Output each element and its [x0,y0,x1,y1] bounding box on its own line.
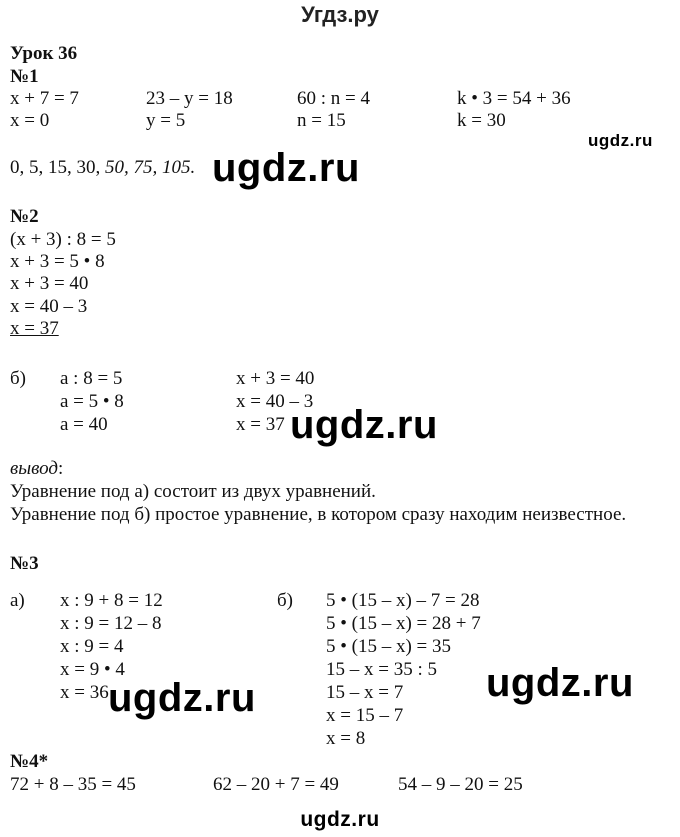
sequence-known: 0, 5, 15, 30, [10,157,105,178]
task3-a-step-1: x : 9 + 8 = 12 [60,590,163,611]
task2-step-5: x = 37 [10,318,59,339]
task1-sol-1: x = 0 [10,110,50,131]
conclusion-heading [10,458,63,480]
task2-b-col2-2: x = 40 – 3 [236,391,314,412]
task3-b-step-7: x = 8 [326,728,366,749]
task2-step-1: (x + 3) : 8 = 5 [10,229,116,250]
task2-step-3: x + 3 = 40 [10,273,89,294]
task3-b-step-2: 5 • (15 – x) = 28 + 7 [326,613,481,634]
watermark-3: ugdz.ru [108,676,256,720]
task2-step-2: x + 3 = 5 • 8 [10,251,105,272]
task1-sequence [10,157,195,179]
task3-part-a-label: а) [10,590,25,611]
watermark-1: ugdz.ru [212,146,360,190]
task1-sol-4: k = 30 [457,110,506,131]
task3-a-step-4: x = 9 • 4 [60,659,125,680]
task3-b-step-6: x = 15 – 7 [326,705,404,726]
watermark-2: ugdz.ru [290,403,438,447]
task1-sol-3: n = 15 [297,110,346,131]
task2-b-col2-3: x = 37 [236,414,285,435]
task1-number: №1 [10,66,39,87]
task2-part-b-label: б) [10,368,26,389]
task2-b-col2-1: x + 3 = 40 [236,368,315,389]
task3-b-step-4: 15 – x = 35 : 5 [326,659,437,680]
task1-eq-4: k • 3 = 54 + 36 [457,88,571,109]
task3-number: №3 [10,553,39,574]
task2-b-col1-1: a : 8 = 5 [60,368,123,389]
task4-expr-1: 72 + 8 – 35 = 45 [10,774,136,795]
watermark-4: ugdz.ru [486,661,634,705]
task1-eq-1: x + 7 = 7 [10,88,79,109]
task1-sol-2: y = 5 [146,110,186,131]
task1-eq-2: 23 – y = 18 [146,88,233,109]
conclusion-colon: : [57,458,64,479]
task1-eq-3: 60 : n = 4 [297,88,370,109]
task3-a-step-5: x = 36 [60,682,109,703]
task4-expr-2: 62 – 20 + 7 = 49 [213,774,339,795]
task3-b-step-5: 15 – x = 7 [326,682,404,703]
task3-a-step-3: x : 9 = 4 [60,636,124,657]
task3-b-step-3: 5 • (15 – x) = 35 [326,636,452,657]
conclusion-line-2: Уравнение под б) простое уравнение, в котором сразу находим неизвестное. [10,504,627,525]
task3-a-step-2: x : 9 = 12 – 8 [60,613,162,634]
watermark-footer: ugdz.ru [300,808,380,831]
site-header: Угдз.ру [301,2,379,27]
task4-expr-3: 54 – 9 – 20 = 25 [398,774,523,795]
task2-number: №2 [10,206,39,227]
task4-number: №4* [10,751,49,772]
conclusion-line-1: Уравнение под а) состоит из двух уравнений. [10,481,376,502]
task3-b-step-1: 5 • (15 – x) – 7 = 28 [326,590,480,611]
task2-step-4: x = 40 – 3 [10,296,88,317]
sequence-continued: 50, 75, 105. [105,157,196,178]
task2-b-col1-2: a = 5 • 8 [60,391,124,412]
task3-part-b-label: б) [277,590,293,611]
task2-b-col1-3: a = 40 [60,414,108,435]
conclusion-label: вывод [10,458,58,479]
lesson-title: Урок 36 [10,43,78,64]
watermark-small: ugdz.ru [588,131,653,150]
